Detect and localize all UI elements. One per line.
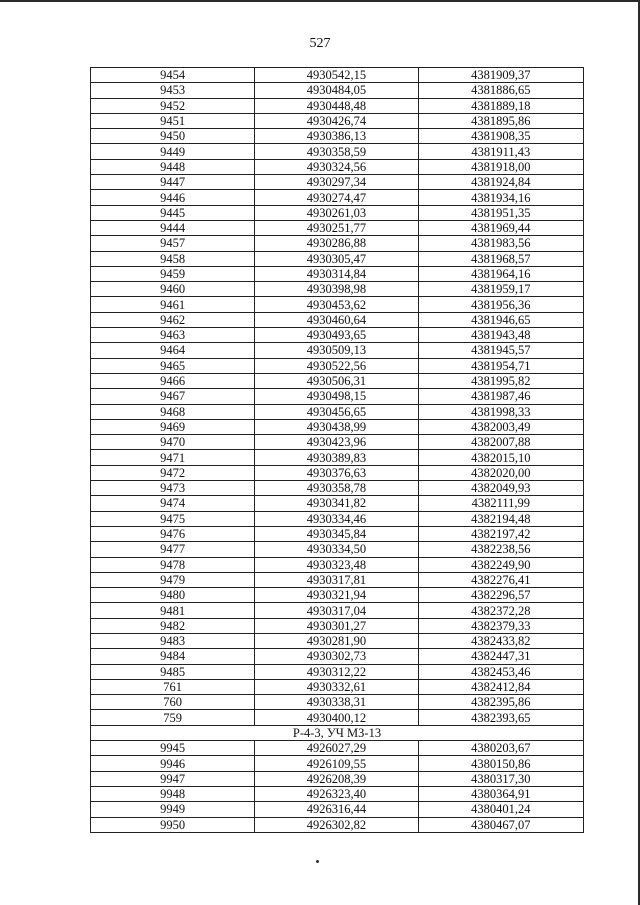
y-coordinate-cell: 4382197,42 [418,526,583,541]
x-coordinate-cell: 4930332,61 [255,679,418,694]
x-coordinate-cell: 4926316,44 [255,802,418,817]
y-coordinate-cell: 4381995,82 [418,373,583,388]
y-coordinate-cell: 4382453,46 [418,664,583,679]
y-coordinate-cell: 4381956,36 [418,297,583,312]
table-row [91,802,584,817]
y-coordinate-cell: 4381943,48 [418,328,583,343]
table-row [91,817,584,832]
x-coordinate-cell: 4930341,82 [255,496,418,511]
y-coordinate-cell: 4381911,43 [418,144,583,159]
point-number-cell: 9445 [91,205,255,220]
table-row [91,328,584,343]
x-coordinate-cell: 4930448,48 [255,98,418,113]
y-coordinate-cell: 4382276,41 [418,572,583,587]
y-coordinate-cell: 4382049,93 [418,481,583,496]
point-number-cell: 9451 [91,113,255,128]
x-coordinate-cell: 4930426,74 [255,113,418,128]
point-number-cell: 9461 [91,297,255,312]
table-row [91,649,584,664]
x-coordinate-cell: 4930389,83 [255,450,418,465]
y-coordinate-cell: 4381969,44 [418,220,583,235]
point-number-cell: 9950 [91,817,255,832]
y-coordinate-cell: 4381909,37 [418,68,583,83]
y-coordinate-cell: 4382395,86 [418,695,583,710]
scan-speck [316,860,319,863]
x-coordinate-cell: 4926208,39 [255,771,418,786]
table-row [91,756,584,771]
y-coordinate-cell: 4382249,90 [418,557,583,572]
table-row [91,511,584,526]
table-row [91,358,584,373]
y-coordinate-cell: 4382379,33 [418,618,583,633]
table-row [91,68,584,83]
table-row [91,633,584,648]
table-row [91,312,584,327]
table-row [91,542,584,557]
table-row [91,695,584,710]
coordinates-table [90,67,584,833]
point-number-cell: 9459 [91,266,255,281]
section-row [91,725,584,740]
y-coordinate-cell: 4381954,71 [418,358,583,373]
y-coordinate-cell: 4381924,84 [418,175,583,190]
x-coordinate-cell: 4930274,47 [255,190,418,205]
point-number-cell: 9473 [91,481,255,496]
y-coordinate-cell: 4382296,57 [418,588,583,603]
y-coordinate-cell: 4381964,16 [418,266,583,281]
x-coordinate-cell: 4930334,46 [255,511,418,526]
y-coordinate-cell: 4380364,91 [418,786,583,801]
table-row [91,220,584,235]
x-coordinate-cell: 4926323,40 [255,786,418,801]
point-number-cell: 9483 [91,633,255,648]
y-coordinate-cell: 4381908,35 [418,129,583,144]
y-coordinate-cell: 4382372,28 [418,603,583,618]
x-coordinate-cell: 4930423,96 [255,435,418,450]
y-coordinate-cell: 4380150,86 [418,756,583,771]
table-row [91,343,584,358]
table-row [91,205,584,220]
table-row [91,588,584,603]
point-number-cell: 761 [91,679,255,694]
x-coordinate-cell: 4930251,77 [255,220,418,235]
x-coordinate-cell: 4930386,13 [255,129,418,144]
scan-edge-top [0,0,640,2]
table-row [91,465,584,480]
table-row [91,251,584,266]
y-coordinate-cell: 4382020,00 [418,465,583,480]
y-coordinate-cell: 4382447,31 [418,649,583,664]
table-row [91,373,584,388]
x-coordinate-cell: 4930498,15 [255,389,418,404]
point-number-cell: 9449 [91,144,255,159]
point-number-cell: 9479 [91,572,255,587]
y-coordinate-cell: 4382238,56 [418,542,583,557]
table-row [91,404,584,419]
table-row [91,175,584,190]
table-row [91,496,584,511]
point-number-cell: 9478 [91,557,255,572]
x-coordinate-cell: 4930493,65 [255,328,418,343]
point-number-cell: 9485 [91,664,255,679]
x-coordinate-cell: 4930317,81 [255,572,418,587]
y-coordinate-cell: 4382412,84 [418,679,583,694]
y-coordinate-cell: 4381998,33 [418,404,583,419]
table-row [91,710,584,725]
point-number-cell: 9452 [91,98,255,113]
table-row [91,771,584,786]
point-number-cell: 9481 [91,603,255,618]
x-coordinate-cell: 4930323,48 [255,557,418,572]
x-coordinate-cell: 4930286,88 [255,236,418,251]
x-coordinate-cell: 4930314,84 [255,266,418,281]
x-coordinate-cell: 4930456,65 [255,404,418,419]
table-row [91,481,584,496]
page-number: 527 [309,36,331,51]
coordinates-table-body [91,68,584,833]
y-coordinate-cell: 4382433,82 [418,633,583,648]
y-coordinate-cell: 4382194,48 [418,511,583,526]
point-number-cell: 9458 [91,251,255,266]
x-coordinate-cell: 4930506,31 [255,373,418,388]
x-coordinate-cell: 4930302,73 [255,649,418,664]
x-coordinate-cell: 4930484,05 [255,83,418,98]
y-coordinate-cell: 4381945,57 [418,343,583,358]
x-coordinate-cell: 4930376,63 [255,465,418,480]
point-number-cell: 9462 [91,312,255,327]
x-coordinate-cell: 4930324,56 [255,159,418,174]
x-coordinate-cell: 4930338,31 [255,695,418,710]
point-number-cell: 9467 [91,389,255,404]
point-number-cell: 9463 [91,328,255,343]
y-coordinate-cell: 4382003,49 [418,419,583,434]
table-row [91,664,584,679]
table-row [91,266,584,281]
point-number-cell: 9949 [91,802,255,817]
y-coordinate-cell: 4381934,16 [418,190,583,205]
y-coordinate-cell: 4380317,30 [418,771,583,786]
table-row [91,159,584,174]
x-coordinate-cell: 4930261,03 [255,205,418,220]
y-coordinate-cell: 4380401,24 [418,802,583,817]
x-coordinate-cell: 4926027,29 [255,741,418,756]
point-number-cell: 9945 [91,741,255,756]
table-row [91,572,584,587]
point-number-cell: 9475 [91,511,255,526]
point-number-cell: 9448 [91,159,255,174]
point-number-cell: 9453 [91,83,255,98]
x-coordinate-cell: 4930400,12 [255,710,418,725]
point-number-cell: 9480 [91,588,255,603]
point-number-cell: 9484 [91,649,255,664]
point-number-cell: 9477 [91,542,255,557]
x-coordinate-cell: 4926302,82 [255,817,418,832]
x-coordinate-cell: 4926109,55 [255,756,418,771]
table-row [91,389,584,404]
x-coordinate-cell: 4930305,47 [255,251,418,266]
y-coordinate-cell: 4382015,10 [418,450,583,465]
x-coordinate-cell: 4930345,84 [255,526,418,541]
point-number-cell: 9472 [91,465,255,480]
x-coordinate-cell: 4930358,59 [255,144,418,159]
point-number-cell: 9482 [91,618,255,633]
x-coordinate-cell: 4930398,98 [255,282,418,297]
table-row [91,741,584,756]
y-coordinate-cell: 4381959,17 [418,282,583,297]
table-row [91,786,584,801]
point-number-cell: 9464 [91,343,255,358]
point-number-cell: 9470 [91,435,255,450]
point-number-cell: 9466 [91,373,255,388]
table-row [91,603,584,618]
x-coordinate-cell: 4930297,34 [255,175,418,190]
y-coordinate-cell: 4381987,46 [418,389,583,404]
y-coordinate-cell: 4380203,67 [418,741,583,756]
point-number-cell: 759 [91,710,255,725]
x-coordinate-cell: 4930321,94 [255,588,418,603]
table-row [91,679,584,694]
point-number-cell: 9946 [91,756,255,771]
x-coordinate-cell: 4930542,15 [255,68,418,83]
y-coordinate-cell: 4381886,65 [418,83,583,98]
y-coordinate-cell: 4380467,07 [418,817,583,832]
table-row [91,618,584,633]
x-coordinate-cell: 4930522,56 [255,358,418,373]
y-coordinate-cell: 4381951,35 [418,205,583,220]
point-number-cell: 9468 [91,404,255,419]
section-title: Р-4-3, УЧ МЗ-13 [91,725,584,740]
point-number-cell: 9469 [91,419,255,434]
table-row [91,282,584,297]
table-row [91,236,584,251]
y-coordinate-cell: 4381895,86 [418,113,583,128]
y-coordinate-cell: 4381889,18 [418,98,583,113]
x-coordinate-cell: 4930460,64 [255,312,418,327]
point-number-cell: 9471 [91,450,255,465]
table-row [91,129,584,144]
table-row [91,526,584,541]
x-coordinate-cell: 4930358,78 [255,481,418,496]
y-coordinate-cell: 4381946,65 [418,312,583,327]
x-coordinate-cell: 4930334,50 [255,542,418,557]
point-number-cell: 9465 [91,358,255,373]
y-coordinate-cell: 4381983,56 [418,236,583,251]
table-row [91,297,584,312]
point-number-cell: 9474 [91,496,255,511]
table-row [91,190,584,205]
point-number-cell: 760 [91,695,255,710]
x-coordinate-cell: 4930301,27 [255,618,418,633]
table-row [91,419,584,434]
point-number-cell: 9460 [91,282,255,297]
table-row [91,144,584,159]
x-coordinate-cell: 4930509,13 [255,343,418,358]
y-coordinate-cell: 4382393,65 [418,710,583,725]
table-row [91,557,584,572]
y-coordinate-cell: 4381968,57 [418,251,583,266]
table-row [91,450,584,465]
y-coordinate-cell: 4382007,88 [418,435,583,450]
point-number-cell: 9447 [91,175,255,190]
x-coordinate-cell: 4930438,99 [255,419,418,434]
point-number-cell: 9947 [91,771,255,786]
x-coordinate-cell: 4930281,90 [255,633,418,648]
point-number-cell: 9450 [91,129,255,144]
y-coordinate-cell: 4381918,00 [418,159,583,174]
y-coordinate-cell: 4382111,99 [418,496,583,511]
x-coordinate-cell: 4930317,04 [255,603,418,618]
point-number-cell: 9446 [91,190,255,205]
point-number-cell: 9457 [91,236,255,251]
x-coordinate-cell: 4930453,62 [255,297,418,312]
point-number-cell: 9948 [91,786,255,801]
table-row [91,113,584,128]
table-row [91,435,584,450]
table-row [91,98,584,113]
x-coordinate-cell: 4930312,22 [255,664,418,679]
point-number-cell: 9444 [91,220,255,235]
point-number-cell: 9454 [91,68,255,83]
table-row [91,83,584,98]
point-number-cell: 9476 [91,526,255,541]
